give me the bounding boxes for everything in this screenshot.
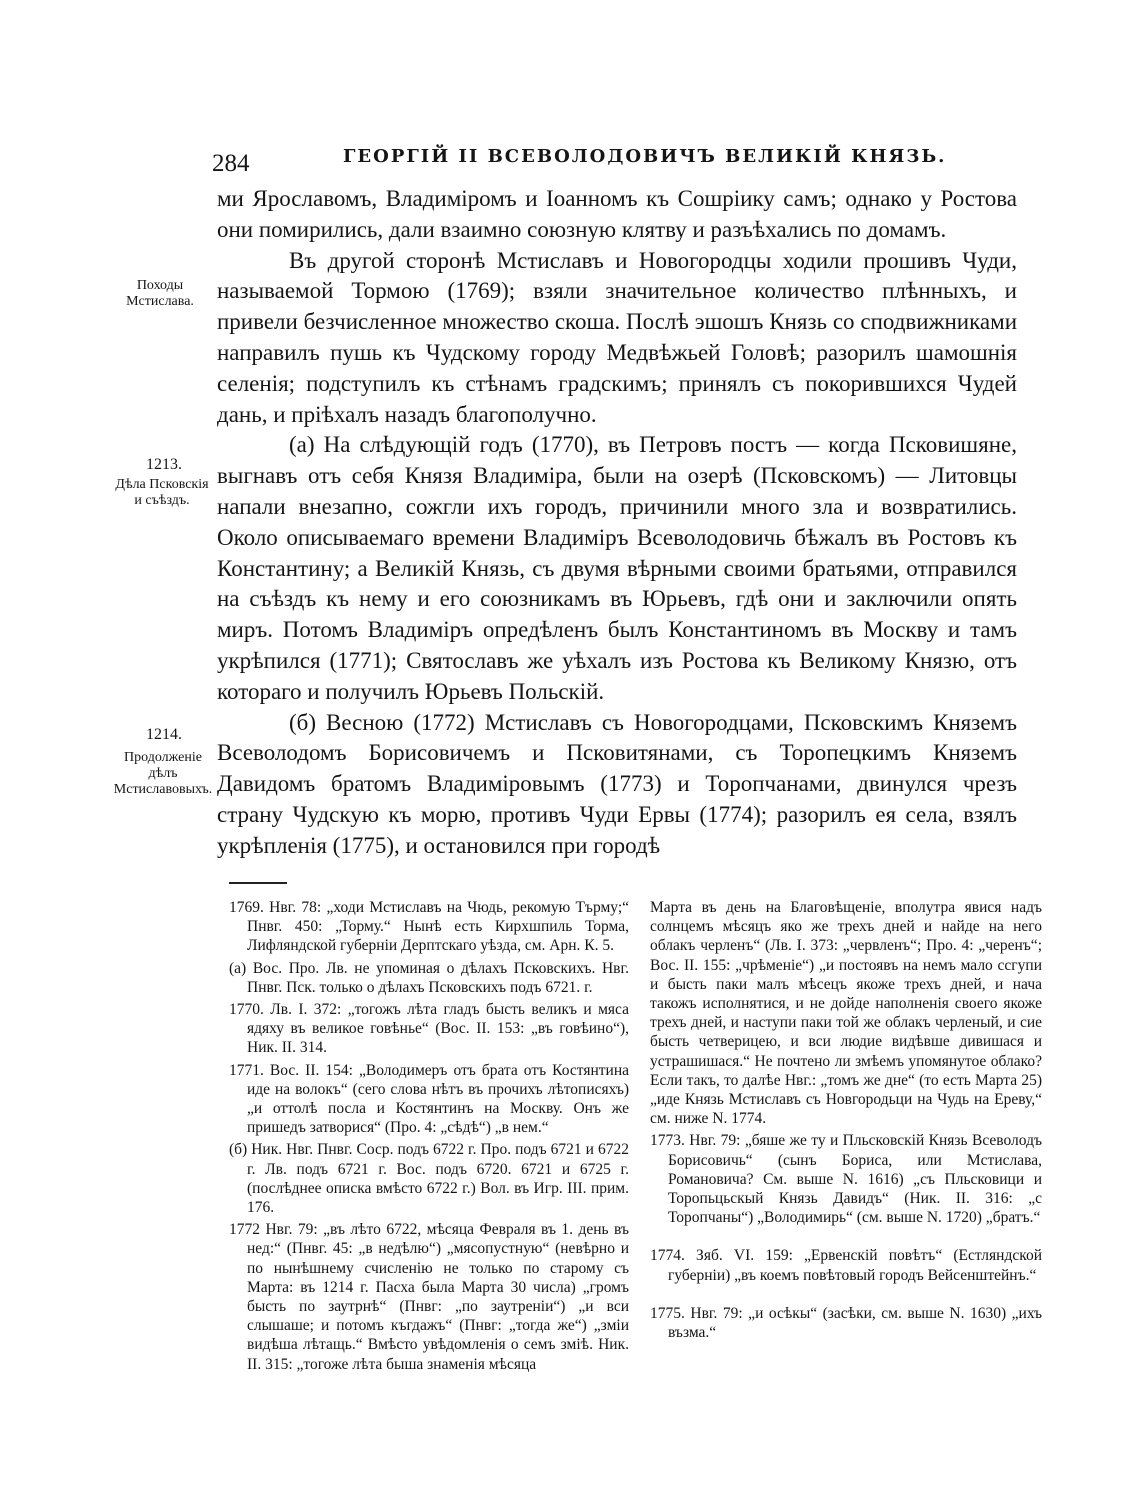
paragraph: (б) Весною (1772) Мстиславъ съ Новогородцами, Псковскимъ Княземъ Всеволодомъ Борисовичемъ и Псковитянами, съ Торопецкимъ Княземъ Давидомъ братомъ Владиміровымъ (1773) и Торопчанами, двинулся чрезъ страну Чудскую къ морю, противъ Чуди Ервы (1774); разорилъ ея села, взялъ укрѣпленія (1775), и остановился при городѣ [217,709,1017,858]
margin-note-pskov: Дѣла Псковскія и съѣздъ. [115,477,209,508]
footnotes-left-column [229,898,629,1377]
main-text [217,184,1017,862]
paragraph: Въ другой сторонѣ Мстиславъ и Новогородцы ходили прошивъ Чуди, называемой Тормою (1769); взяли значительное количество плѣнныхъ, и привели безчисленное множество скоша. Послѣ эшошъ Князь со сподвижниками направилъ пушь къ Чудскому городу Медвѣжьей Головѣ; разорилъ шамошнія селенія; подступилъ къ стѣнамъ градскимъ; принялъ съ покорившихся Чудей дань, и пріѣхалъ назадъ благополучно. [217,247,1017,427]
spacer [650,1230,1042,1246]
paragraph: ми Ярославомъ, Владиміромъ и Іоанномъ къ Сошріику самъ; однако у Ростова они помирились, дали взаимно союзную клятву и разъѣхались по домамъ. [217,186,1017,242]
page-number: 284 [212,150,250,177]
margin-year-1214: 1214. [146,726,182,743]
footnote: (б) Ник. Нвг. Пнвг. Соср. подъ 6722 г. Про. подъ 6721 и 6722 г. Лв. подъ 6721 г. Вос. подъ 6720. 6721 и 6725 г. (послѣднее описка вмѣсто 6722 г.) Вол. въ Игр. III. прим. 176. [229,1141,629,1217]
footnote: 1770. Лв. I. 372: „тогожъ лѣта гладъ бысть великъ и мяса ядяху въ великое говѣнье“ (Вос. II. 153: „въ говѣино“), Ник. II. 314. [229,1001,629,1057]
footnote: 1771. Вос. II. 154: „Володимеръ отъ брата отъ Костянтина иде на волокъ“ (сего слова нѣтъ въ прочихъ лѣтописяхъ) „и оттолѣ посла и Костянтинъ на Москву. Онъ же пришедъ затворися“ (Про. 4: „сѣдѣ“) „в нем.“ [229,1061,629,1137]
footnotes-right-column [650,898,1042,1345]
footnote: 1775. Нвг. 79: „и осѣкы“ (засѣки, см. выше N. 1630) „ихъ възма.“ [650,1304,1042,1342]
footnote-rule [229,882,287,884]
margin-year-1213: 1213. [146,456,182,473]
footnote: 1772 Нвг. 79: „въ лѣто 6722, мѣсяца Февраля въ 1. день въ нед:“ (Пнвг. 45: „в недѣлю“) „мясопустную“ (невѣрно и по нынѣшнему счисленію не только по старому съ Марта: въ 1214 г. Пасха была Марта 30 числа) „громъ бысть по заутрнѣ“ (Пнвг: „по заутреніи“) „и вси слышаше; и потомъ къгдажъ“ (Пнвг: „тогда же“) „зміи видѣша лѣтащь.“ Вмѣсто увѣдомленія о семъ змiѣ. Ник. II. 315: „тогоже лѣта быша знаменія мѣсяца [229,1221,629,1373]
footnote: (а) Вос. Про. Лв. не упоминая о дѣлахъ Псковскихъ. Нвг. Пнвг. Пск. только о дѣлахъ Псковскихъ подъ 6721. г. [229,959,629,996]
margin-note-campaigns: Походы Мстислава. [126,278,194,309]
footnote: 1769. Нвг. 78: „ходи Мстиславъ на Чюдь, рекомую Търму;“ Пнвг. 450: „Торму.“ Нынѣ есть Кирхшпиль Торма, Лифляндской губерніи Дерптскаго уѣзда, см. Арн. К. 5. [229,899,629,955]
running-title: ГЕОРГІЙ II ВСЕВОЛОДОВИЧЪ ВЕЛИКІЙ КНЯЗЬ. [343,146,947,167]
spacer [650,1288,1042,1304]
paragraph: (а) На слѣдующій годъ (1770), въ Петровъ постъ — когда Псковишяне, выгнавъ отъ себя Князя Владиміра, были на озерѣ (Псковскомъ) — Литовцы напали внезапно, сожгли ихъ городъ, причинили много зла и возвратились. Около описываемаго времени Владиміръ Всеволодовичь бѣжалъ въ Ростовъ къ Константину; а Великій Князь, съ двумя вѣрными своими братьями, отправился на съѣздъ къ нему и его союзникамъ въ Юрьевъ, гдѣ они и заключили опять миръ. Потомъ Владиміръ опредѣленъ былъ Константиномъ въ Москву и тамъ укрѣпился (1771); Святославъ же уѣхалъ изъ Ростова къ Великому Князю, отъ котораго и получилъ Юрьевъ Польскій. [217,432,1017,704]
footnote: Марта въ день на Благовѣщеніе, вполутра явися надъ солнцемъ мѣсяцъ яко же трехъ дней и найде на него облакъ черленъ“ (Лв. I. 373: „червленъ“; Про. 4: „черенъ“; Вос. II. 155: „чрѣменіе“) „и постоявъ на немъ мало ссгупи и бысть паки малъ мѣсецъ якоже трехъ дней, и нача такожъ исполнятися, и не дойде наполненія своего якоже трехъ дней, и наступи паки той же облакъ черленый, и сие бысть четверицею, и вси людие видѣвше дивишася и устрашишася.“ Не почтено ли змѣемъ упомянутое облако? Если такъ, то далѣе Нвг.: „томъ же дне“ (то есть Марта 25) „иде Князь Мстиславъ съ Новгородьци на Чудь на Ереву,“ см. ниже N. 1774. [650,899,1042,1128]
footnote: 1773. Нвг. 79: „бяше же ту и Пльсковскiй Князь Всеволодъ Борисовичь“ (сынъ Бориса, или Мстислава, Романовича? См. выше N. 1616) „съ Пльсковици и Торопьцьскый Князь Давидъ“ (Ник. II. 316: „с Торопчаны“) „Володимирь“ (см. выше N. 1720) „братъ.“ [650,1132,1042,1227]
margin-note-continuation: Продолженіе дѣлъ Мстиславовыхъ. [113,750,213,797]
footnote: 1774. Зяб. VI. 159: „Ервенскій повѣтъ“ (Естляндской губерніи) „въ коемъ повѣтовый городъ Вейсенштейнъ.“ [650,1247,1042,1284]
